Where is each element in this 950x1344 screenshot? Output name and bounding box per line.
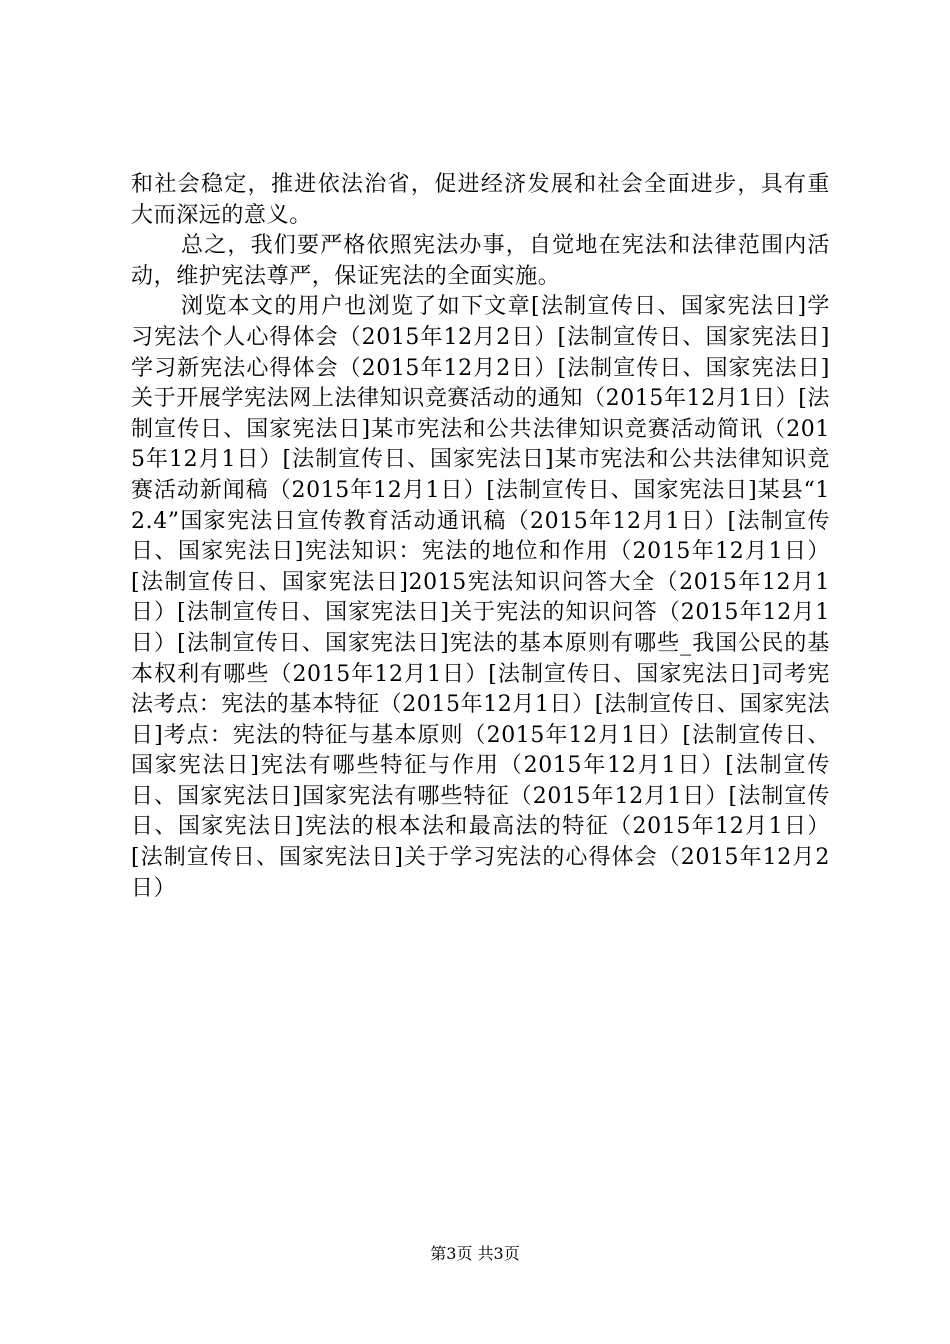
paragraph-continuation: 和社会稳定，推进依法治省，促进经济发展和社会全面进步，具有重大而深远的意义。 bbox=[131, 172, 830, 228]
paragraph-conclusion: 总之，我们要严格依照宪法办事，自觉地在宪法和法律范围内活动，维护宪法尊严，保证宪法的全面实施。 bbox=[131, 233, 830, 289]
page-footer: 第3页 共3页 bbox=[430, 1244, 520, 1263]
document-body bbox=[131, 170, 830, 904]
paragraph-related-articles: 浏览本文的用户也浏览了如下文章[法制宣传日、国家宪法日]学习宪法个人心得体会（2015年12月2日）[法制宣传日、国家宪法日]学习新宪法心得体会（2015年12月2日）[法制宣传日、国家宪法日]关于开展学宪法网上法律知识竞赛活动的通知（2015年12月1日）[法制宣传日、国家宪法日]某市宪法和公共法律知识竞赛活动简讯（2015年12月1日）[法制宣传日、国家宪法日]某市宪法和公共法律知识竞赛活动新闻稿（2015年12月1日）[法制宣传日、国家宪法日]某县“12.4”国家宪法日宣传教育活动通讯稿（2015年12月1日）[法制宣传日、国家宪法日]宪法知识：宪法的地位和作用（2015年12月1日）[法制宣传日、国家宪法日]2015宪法知识问答大全（2015年12月1日）[法制宣传日、国家宪法日]关于宪法的知识问答（2015年12月1日）[法制宣传日、国家宪法日]宪法的基本原则有哪些_我国公民的基本权利有哪些（2015年12月1日）[法制宣传日、国家宪法日]司考宪法考点：宪法的基本特征（2015年12月1日）[法制宣传日、国家宪法日]考点：宪法的特征与基本原则（2015年12月1日）[法制宣传日、国家宪法日]宪法有哪些特征与作用（2015年12月1日）[法制宣传日、国家宪法日]国家宪法有哪些特征（2015年12月1日）[法制宣传日、国家宪法日]宪法的根本法和最高法的特征（2015年12月1日）[法制宣传日、国家宪法日]关于学习宪法的心得体会（2015年12月2日） bbox=[131, 294, 830, 901]
